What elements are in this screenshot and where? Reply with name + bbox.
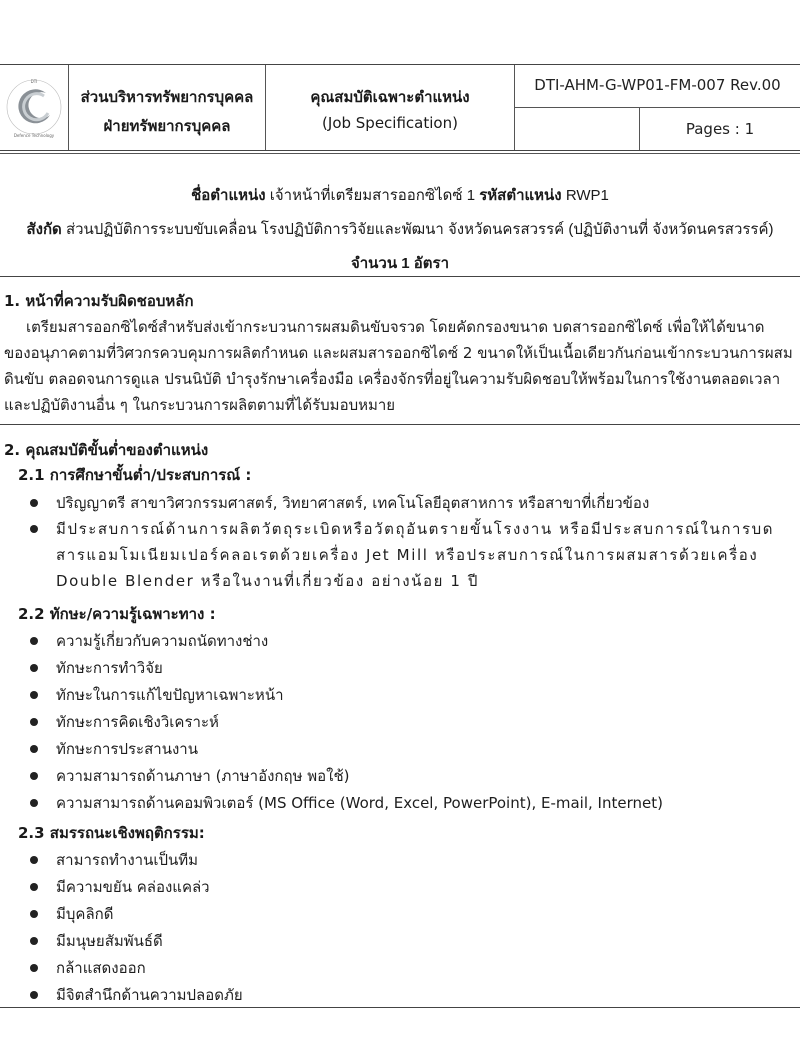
bullet-icon — [30, 718, 38, 726]
list-item-text: ทักษะการทำวิจัย — [56, 659, 163, 677]
subsection-2-3-title: 2.3 สมรรถนะเชิงพฤติกรรม: — [18, 824, 205, 842]
list-item — [30, 516, 796, 594]
list-item-line: ปริญญาตรี สาขาวิศวกรรมศาสตร์, วิทยาศาสตร์, เทคโนโลยีอุตสาหการ หรือสาขาที่เกี่ยวข้อง — [56, 494, 650, 512]
bullet-icon — [30, 772, 38, 780]
bullet-icon — [30, 637, 38, 645]
svg-text:Defence Technology: Defence Technology — [13, 133, 55, 138]
list-item-text: มีบุคลิกดี — [56, 905, 114, 923]
list-item-text — [56, 490, 796, 516]
divider — [0, 424, 800, 425]
affiliation-value: ส่วนปฏิบัติการระบบขับเคลื่อน โรงปฏิบัติการวิจัยและพัฒนา จังหวัดนครสวรรค์ (ปฏิบัติงานที่ จังหวัดนครสวรรค์) — [65, 221, 774, 238]
list-item — [30, 490, 796, 516]
position-name-value: เจ้าหน้าที่เตรียมสารออกซิไดซ์ 1 — [269, 187, 476, 204]
document-info-cell — [515, 65, 800, 150]
bullet-icon — [30, 883, 38, 891]
form-title-thai: คุณสมบัติเฉพาะตำแหน่ง — [310, 88, 470, 106]
bullet-icon — [30, 799, 38, 807]
subsection-2-2-title: 2.2 ทักษะ/ความรู้เฉพาะทาง : — [18, 605, 216, 623]
list-item-text: มีความขยัน คล่องแคล่ว — [56, 878, 210, 896]
bullet-icon — [30, 499, 38, 507]
list-item-text: ทักษะในการแก้ไขปัญหาเฉพาะหน้า — [56, 686, 284, 704]
document-header — [0, 64, 800, 151]
divider — [0, 1007, 800, 1008]
affiliation-line — [0, 217, 800, 241]
form-title-cell — [266, 65, 515, 150]
list-item-line: มีประสบการณ์ด้านการผลิตวัตถุระเบิดหรือวัตถุอันตรายขั้นโรงงาน หรือมีประสบการณ์ในการบด — [56, 520, 775, 538]
position-count: จำนวน 1 อัตรา — [350, 255, 450, 272]
department-cell — [69, 65, 266, 150]
list-item-text: ความสามารถด้านคอมพิวเตอร์ (MS Office (Word, Excel, PowerPoint), E-mail, Internet) — [56, 794, 663, 812]
position-name-line — [0, 183, 800, 207]
section-1-title: 1. หน้าที่ความรับผิดชอบหลัก — [4, 292, 194, 310]
body-line: ดินขับ ตลอดจนการดูแล ปรนนิบัติ บำรุงรักษาเครื่องมือ เครื่องจักรที่อยู่ในความรับผิดชอบให้พร้อมในการใช้งานตลอดเวลา — [4, 370, 781, 388]
section-2-title: 2. คุณสมบัติขั้นต่ำของตำแหน่ง — [4, 441, 209, 459]
list-item-text: ความสามารถด้านภาษา (ภาษาอังกฤษ พอใช้) — [56, 767, 350, 785]
document-code: DTI-AHM-G-WP01-FM-007 Rev.00 — [515, 65, 800, 108]
divider — [0, 276, 800, 277]
body-line: ของอนุภาคตามที่วิศวกรควบคุมการผลิตกำหนด และผสมสารออกซิไดซ์ 2 ขนาดให้เป็นเนื้อเดียวกันก่อนเข้ากระบวนการผสม — [4, 344, 793, 362]
bullet-icon — [30, 525, 38, 533]
list-item-line: สารแอมโมเนียมเปอร์คลอเรตด้วยเครื่อง Jet Mill หรือประสบการณ์ในการผสมสารด้วยเครื่อง — [56, 546, 759, 564]
position-code-value: RWP1 — [565, 187, 609, 204]
bullet-icon — [30, 910, 38, 918]
bullet-icon — [30, 745, 38, 753]
bullet-icon — [30, 937, 38, 945]
organization-logo-icon — [4, 71, 64, 143]
list-item-text: ทักษะการคิดเชิงวิเคราะห์ — [56, 713, 219, 731]
subsection-2-1-title: 2.1 การศึกษาขั้นต่ำ/ประสบการณ์ : — [18, 466, 252, 484]
bullet-icon — [30, 964, 38, 972]
list-item-text: ความรู้เกี่ยวกับความถนัดทางช่าง — [56, 632, 269, 650]
division-name: ฝ่ายทรัพยากรบุคคล — [103, 117, 231, 135]
section-1-body — [4, 314, 796, 418]
list-item-text: มีมนุษยสัมพันธ์ดี — [56, 932, 163, 950]
svg-text:DTI: DTI — [30, 79, 38, 84]
list-item-line: Double Blender หรือในงานที่เกี่ยวข้อง อย่างน้อย 1 ปี — [56, 572, 479, 590]
header-double-rule — [0, 153, 800, 154]
bullet-icon — [30, 991, 38, 999]
page-count: Pages : 1 — [685, 120, 755, 138]
blank-cell — [515, 108, 640, 150]
list-item-text — [56, 516, 796, 594]
list-item-text: มีจิตสำนึกด้านความปลอดภัย — [56, 986, 243, 1004]
form-title-english: (Job Specification) — [322, 114, 458, 132]
body-line: เตรียมสารออกซิไดซ์สำหรับส่งเข้ากระบวนการผสมดินขับจรวด โดยคัดกรองขนาด บดสารออกซิไดซ์ เพื่อให้ได้ขนาด — [26, 318, 765, 336]
bullet-icon — [30, 691, 38, 699]
bullet-icon — [30, 856, 38, 864]
list-item-text: กล้าแสดงออก — [56, 959, 146, 977]
list-item-text: ทักษะการประสานงาน — [56, 740, 198, 758]
department-name: ส่วนบริหารทรัพยากรบุคคล — [80, 88, 254, 106]
position-name-label: ชื่อตำแหน่ง — [191, 187, 266, 204]
position-code-label: รหัสตำแหน่ง — [479, 187, 562, 204]
affiliation-label: สังกัด — [26, 221, 62, 238]
list-item-text: สามารถทำงานเป็นทีม — [56, 851, 199, 869]
bullet-icon — [30, 664, 38, 672]
logo-cell — [0, 65, 69, 150]
body-line: และปฏิบัติงานอื่น ๆ ในกระบวนการผลิตตามที่ได้รับมอบหมาย — [4, 396, 396, 414]
